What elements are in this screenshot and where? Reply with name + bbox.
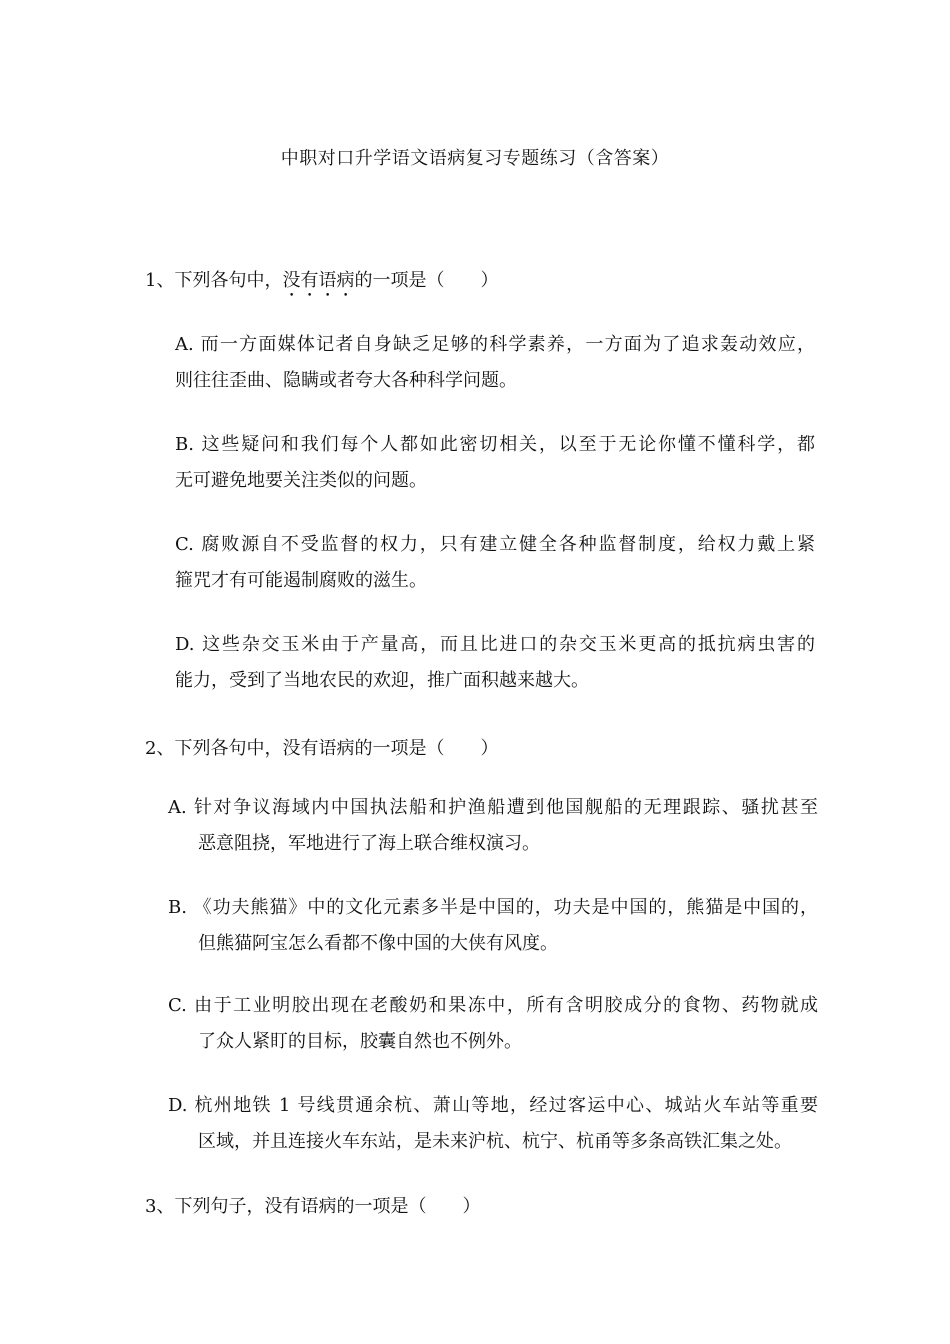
option-line-2: 了众人紧盯的目标，胶囊自然也不例外。 <box>198 1031 522 1052</box>
option-line-1: D. 这些杂交玉米由于产量高，而且比进口的杂交玉米更高的抵抗病虫害的 <box>175 634 815 655</box>
question-2-option-d <box>168 1088 818 1160</box>
question-1-option-c <box>175 527 815 599</box>
question-1-option-b <box>175 427 815 499</box>
question-2-stem: 2、下列各句中，没有语病的一项是（ ） <box>145 738 499 759</box>
option-line-1: D. 杭州地铁 1 号线贯通余杭、萧山等地，经过客运中心、城站火车站等重要 <box>168 1095 818 1116</box>
option-line-2: 但熊猫阿宝怎么看都不像中国的大侠有风度。 <box>198 933 558 954</box>
question-2-option-b <box>168 890 818 962</box>
question-1-option-a <box>175 327 815 399</box>
option-line-1: C. 腐败源自不受监督的权力，只有建立健全各种监督制度，给权力戴上紧 <box>175 534 815 555</box>
option-line-1: B. 这些疑问和我们每个人都如此密切相关，以至于无论你懂不懂科学，都 <box>175 434 815 455</box>
question-1-stem-suffix: 的一项是（ ） <box>354 270 499 291</box>
option-line-2: 箍咒才有可能遏制腐败的滋生。 <box>175 570 427 591</box>
option-line-2: 则往往歪曲、隐瞒或者夸大各种科学问题。 <box>175 370 517 391</box>
question-1-stem <box>145 266 498 301</box>
question-2-option-c <box>168 988 818 1060</box>
option-line-2: 区域，并且连接火车东站，是未来沪杭、杭宁、杭甬等多条高铁汇集之处。 <box>198 1131 792 1152</box>
document-title: 中职对口升学语文语病复习专题练习（含答案） <box>280 148 670 169</box>
option-line-1: A. 而一方面媒体记者自身缺乏足够的科学素养，一方面为了追求轰动效应， <box>175 334 815 355</box>
question-1-stem-emphasis: 没有语病 <box>282 270 355 291</box>
option-line-1: A. 针对争议海域内中国执法船和护渔船遭到他国舰船的无理跟踪、骚扰甚至 <box>168 797 818 818</box>
option-line-2: 无可避免地要关注类似的问题。 <box>175 470 427 491</box>
option-line-2: 恶意阻挠，军地进行了海上联合维权演习。 <box>198 833 540 854</box>
question-3-stem: 3、下列句子，没有语病的一项是（ ） <box>145 1196 481 1217</box>
question-2-option-a <box>168 790 818 862</box>
question-1-stem-prefix: 1、下列各句中， <box>145 270 283 291</box>
option-line-1: B. 《功夫熊猫》中的文化元素多半是中国的，功夫是中国的，熊猫是中国的， <box>168 897 818 918</box>
option-line-1: C. 由于工业明胶出现在老酸奶和果冻中，所有含明胶成分的食物、药物就成 <box>168 995 818 1016</box>
question-1-option-d <box>175 627 815 699</box>
option-line-2: 能力，受到了当地农民的欢迎，推广面积越来越大。 <box>175 670 589 691</box>
